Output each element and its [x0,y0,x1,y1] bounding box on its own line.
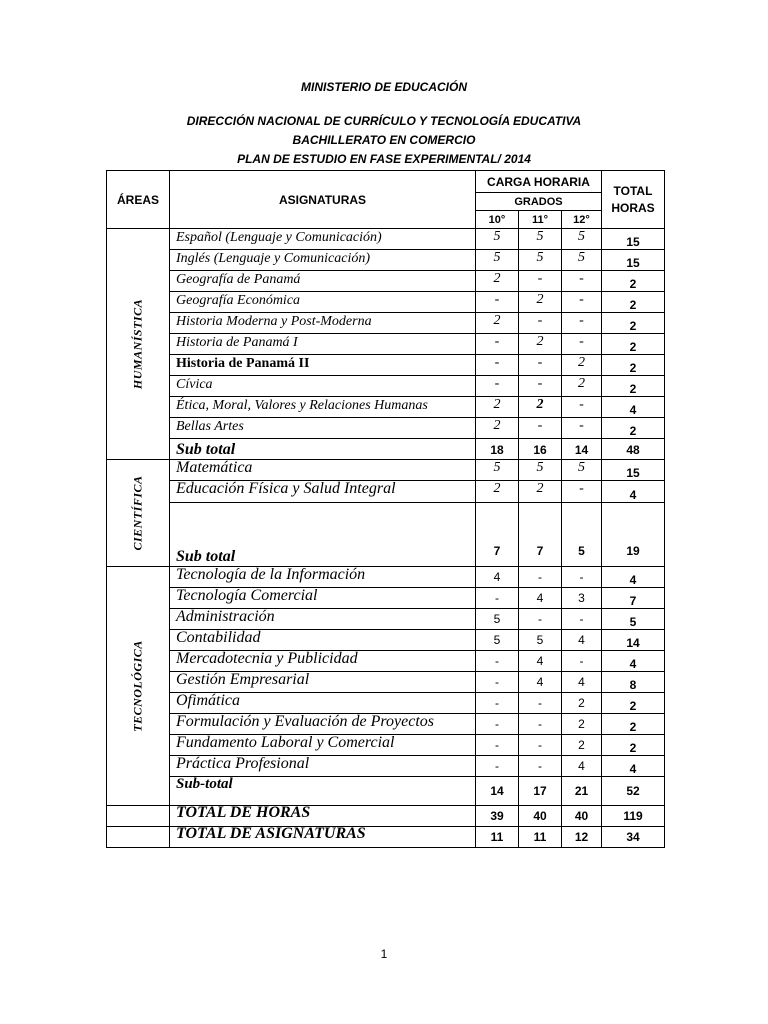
subject-name: Matemática [170,460,476,481]
table-row [107,250,665,271]
grade-12-value: - [562,651,602,672]
total-hours-value: 4 [602,567,665,588]
table-row [107,229,665,250]
grade-11-value: 2 [519,334,562,355]
subject-name: Tecnología Comercial [170,588,476,609]
subtotal-total: 19 [602,503,665,567]
total-hours-value: 2 [602,693,665,714]
subtotal-label: Sub-total [170,777,476,806]
subject-name: Práctica Profesional [170,756,476,777]
grade-12-value: 2 [562,376,602,397]
subject-name: Geografía de Panamá [170,271,476,292]
grade-10-value: 4 [476,567,519,588]
grade-11-value: 4 [519,588,562,609]
grade-10-value: - [476,376,519,397]
grade-11-value: 2 [519,292,562,313]
grade-12-value: - [562,418,602,439]
grade-11-value: 5 [519,630,562,651]
grade-12-value: 5 [562,229,602,250]
table-row [107,567,665,588]
subject-name: Formulación y Evaluación de Proyectos [170,714,476,735]
total-subjects-label: TOTAL DE ASIGNATURAS [170,827,476,848]
table-row [107,630,665,651]
grade-10-value: - [476,756,519,777]
total-hours-value: 4 [602,756,665,777]
subject-name: Contabilidad [170,630,476,651]
header-row [107,171,665,193]
area-cientifica [107,460,170,567]
area-humanistica [107,229,170,460]
subject-name: Educación Física y Salud Integral [170,481,476,503]
total-subjects-grade-10: 11 [476,827,519,848]
grades-header: GRADOS [476,193,602,211]
subtotal-grade-12: 5 [562,503,602,567]
table-row [107,418,665,439]
total-hours-row [107,806,665,827]
subtotal-grade-11: 17 [519,777,562,806]
grade-11-value: - [519,418,562,439]
subtotal-grade-10: 7 [476,503,519,567]
grade-12-value: - [562,567,602,588]
total-hours-value: 15 [602,460,665,481]
table-row [107,588,665,609]
total-hours-value: 7 [602,588,665,609]
table-row [107,292,665,313]
table-row [107,735,665,756]
grade-11-value: 5 [519,460,562,481]
subject-name: Historia de Panamá II [170,355,476,376]
load-header: CARGA HORARIA [476,171,602,193]
grade-11-value: - [519,735,562,756]
subject-name: Geografía Económica [170,292,476,313]
table-row [107,693,665,714]
subtotal-row [107,439,665,460]
subject-name: Español (Lenguaje y Comunicación) [170,229,476,250]
grade-10-value: - [476,355,519,376]
subject-name: Ofimática [170,693,476,714]
page-number: 1 [380,947,388,961]
total-hours-value: 15 [602,250,665,271]
table-row [107,672,665,693]
subject-name: Mercadotecnia y Publicidad [170,651,476,672]
grade-10-value: - [476,334,519,355]
grade-11-value: 5 [519,229,562,250]
plan-title: PLAN DE ESTUDIO EN FASE EXPERIMENTAL/ 2014 [237,152,531,166]
program-title: BACHILLERATO EN COMERCIO [292,133,476,147]
subject-name: Fundamento Laboral y Comercial [170,735,476,756]
subject-name: Bellas Artes [170,418,476,439]
total-hours-value: 2 [602,355,665,376]
grade-12-value: 5 [562,250,602,271]
grade-12-value: - [562,271,602,292]
subtotal-label: Sub total [170,503,476,567]
table-row [107,609,665,630]
grade-11-value: - [519,693,562,714]
subject-name: Inglés (Lenguaje y Comunicación) [170,250,476,271]
area-tecnologica [107,567,170,806]
grade-10-header: 10° [476,211,519,229]
total-hours-grade-10: 39 [476,806,519,827]
grade-12-value: 2 [562,714,602,735]
total-subjects-row [107,827,665,848]
grade-10-value: - [476,714,519,735]
area-label: CIENTÍFICA [130,475,145,551]
subject-name: Tecnología de la Información [170,567,476,588]
table-row [107,651,665,672]
grade-12-value: - [562,334,602,355]
total-hours-value: 2 [602,714,665,735]
table-row [107,334,665,355]
total-hours-value: 2 [602,735,665,756]
grade-10-value: 2 [476,397,519,418]
empty-area-cell [107,827,170,848]
subjects-header: ASIGNATURAS [170,171,476,229]
grade-11-value: - [519,313,562,334]
total-subjects-grade-11: 11 [519,827,562,848]
total-hours-header: TOTAL HORAS [602,171,665,229]
grade-11-value: - [519,567,562,588]
grade-12-value: - [562,292,602,313]
grade-11-value: 5 [519,250,562,271]
subtotal-grade-11: 7 [519,503,562,567]
grade-11-value: - [519,355,562,376]
table-row [107,355,665,376]
total-hours-value: 8 [602,672,665,693]
grade-10-value: 5 [476,630,519,651]
grade-10-value: 5 [476,609,519,630]
subject-name: Cívica [170,376,476,397]
grade-10-value: 2 [476,271,519,292]
grade-10-value: - [476,693,519,714]
grade-10-value: - [476,735,519,756]
ministry-title: MINISTERIO DE EDUCACIÓN [300,80,467,94]
total-hours-value: 2 [602,334,665,355]
total-hours-value: 2 [602,418,665,439]
grade-12-value: - [562,481,602,503]
area-label: HUMANÍSTICA [130,298,145,390]
grade-11-value: 2 [519,481,562,503]
grade-12-value: 4 [562,630,602,651]
table-row [107,271,665,292]
total-subjects-total: 34 [602,827,665,848]
grade-12-value: 4 [562,672,602,693]
grade-11-value: - [519,756,562,777]
subtotal-total: 48 [602,439,665,460]
grade-11-value: 2 [519,397,562,418]
subject-name: Gestión Empresarial [170,672,476,693]
total-subjects-grade-12: 12 [562,827,602,848]
grade-12-value: 5 [562,460,602,481]
total-hours-value: 5 [602,609,665,630]
total-hours-value: 4 [602,481,665,503]
grade-12-value: - [562,609,602,630]
subtotal-grade-10: 14 [476,777,519,806]
grade-11-value: 4 [519,651,562,672]
subtotal-row [107,777,665,806]
grade-10-value: 2 [476,481,519,503]
subtotal-grade-11: 16 [519,439,562,460]
grade-12-value: - [562,397,602,418]
total-hours-value: 2 [602,313,665,334]
table-row [107,481,665,503]
total-hours-value: 2 [602,376,665,397]
grade-10-value: - [476,672,519,693]
total-hours-value: 4 [602,397,665,418]
table-row [107,313,665,334]
subject-name: Administración [170,609,476,630]
subject-name: Ética, Moral, Valores y Relaciones Humanas [170,397,476,418]
subject-name: Historia Moderna y Post-Moderna [170,313,476,334]
total-hours-value: 2 [602,292,665,313]
grade-12-value: 2 [562,355,602,376]
grade-11-value: - [519,714,562,735]
total-hours-value: 2 [602,271,665,292]
empty-area-cell [107,806,170,827]
grade-12-header: 12° [562,211,602,229]
grade-10-value: 5 [476,460,519,481]
grade-11-value: - [519,271,562,292]
total-hours-total: 119 [602,806,665,827]
area-label: TECNOLÓGICA [130,640,145,732]
table-row [107,460,665,481]
grade-11-value: 4 [519,672,562,693]
study-plan-table [106,170,665,848]
subtotal-total: 52 [602,777,665,806]
total-hours-grade-11: 40 [519,806,562,827]
total-hours-value: 14 [602,630,665,651]
total-hours-value: 4 [602,651,665,672]
grade-11-header: 11° [519,211,562,229]
areas-header: ÁREAS [107,171,170,229]
subtotal-grade-12: 14 [562,439,602,460]
grade-10-value: - [476,588,519,609]
grade-12-value: 3 [562,588,602,609]
grade-10-value: 2 [476,418,519,439]
grade-11-value: - [519,609,562,630]
table-row [107,397,665,418]
subtotal-label: Sub total [170,439,476,460]
grade-10-value: - [476,651,519,672]
grade-10-value: 5 [476,229,519,250]
grade-10-value: - [476,292,519,313]
table-row [107,756,665,777]
grade-10-value: 5 [476,250,519,271]
subtotal-row [107,503,665,567]
grade-11-value: - [519,376,562,397]
grade-12-value: 2 [562,693,602,714]
grade-12-value: - [562,313,602,334]
total-hours-value: 15 [602,229,665,250]
total-hours-grade-12: 40 [562,806,602,827]
total-hours-label: TOTAL DE HORAS [170,806,476,827]
grade-12-value: 4 [562,756,602,777]
subtotal-grade-12: 21 [562,777,602,806]
table-row [107,714,665,735]
subject-name: Historia de Panamá I [170,334,476,355]
grade-12-value: 2 [562,735,602,756]
direction-title: DIRECCIÓN NACIONAL DE CURRÍCULO Y TECNOLOGÍA EDUCATIVA [186,114,582,128]
grade-10-value: 2 [476,313,519,334]
subtotal-grade-10: 18 [476,439,519,460]
table-row [107,376,665,397]
